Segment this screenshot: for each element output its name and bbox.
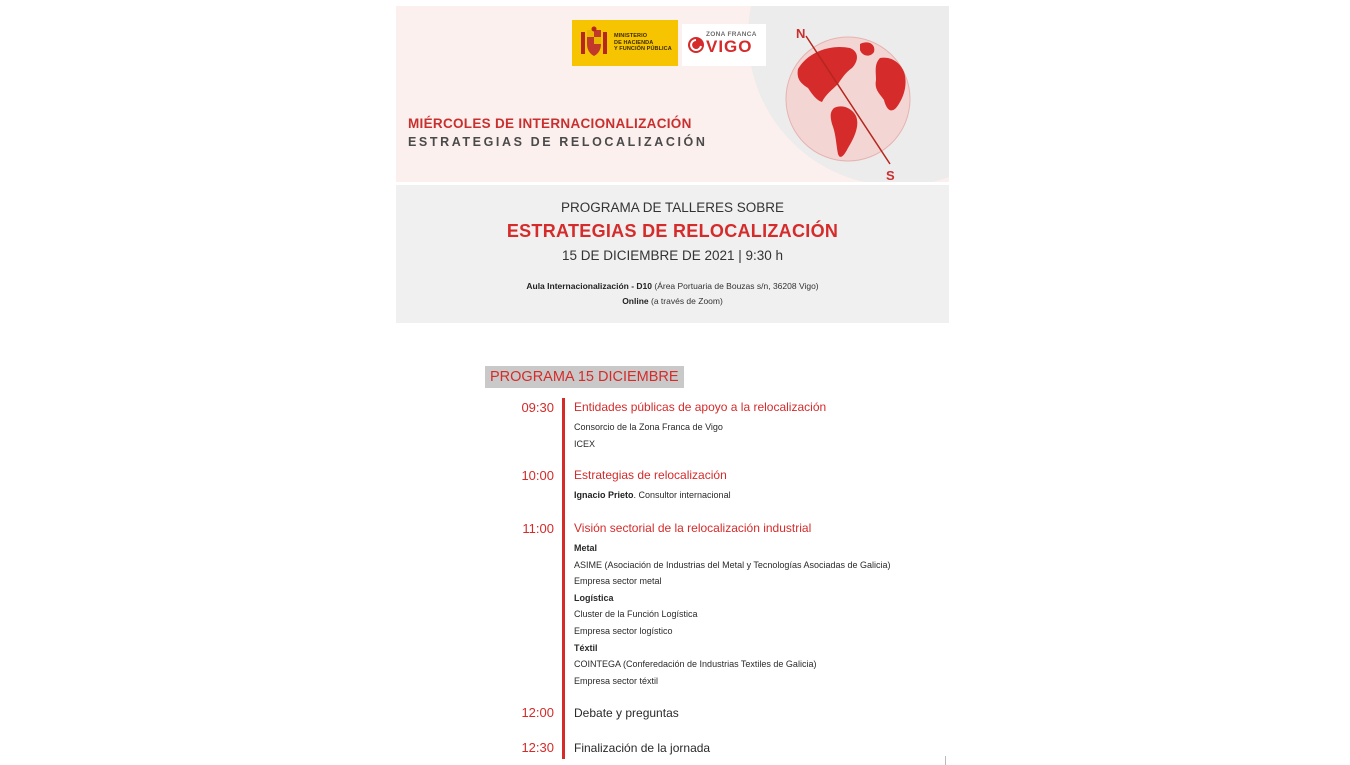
programme-item — [574, 741, 934, 760]
speaker-name: Ignacio Prieto — [574, 490, 634, 500]
online-detail: (a través de Zoom) — [648, 296, 723, 306]
timeline-bar — [562, 398, 565, 759]
info-online — [396, 296, 949, 306]
time-label: 12:30 — [521, 740, 554, 755]
info-title: ESTRATEGIAS DE RELOCALIZACIÓN — [506, 221, 839, 241]
event-subtitle: ESTRATEGIAS DE RELOCALIZACIÓN — [408, 135, 708, 149]
item-line: Empresa sector metal — [574, 576, 662, 587]
info-location — [396, 281, 949, 291]
header-banner — [396, 6, 949, 182]
sector-heading: Metal — [574, 543, 598, 553]
programme-item — [574, 468, 934, 504]
coat-of-arms-icon — [580, 26, 608, 60]
zona-franca-logo — [682, 24, 766, 66]
vigo-label: VIGO — [706, 37, 753, 56]
programme-badge: PROGRAMA 15 DICIEMBRE — [485, 366, 684, 388]
item-line: COINTEGA (Conferedación de Industrias Textiles de Galicia) — [574, 659, 817, 670]
time-label: 12:00 — [521, 705, 554, 720]
time-label: 09:30 — [521, 400, 554, 415]
item-title: Estrategias de relocalización — [574, 468, 727, 482]
sector-heading: Logística — [574, 592, 614, 603]
compass-s-label: S — [886, 168, 895, 183]
ministerio-text: MINISTERIO DE HACIENDA Y FUNCIÓN PÚBLICA — [614, 33, 672, 52]
zona-franca-mark-icon — [687, 36, 705, 54]
info-box — [396, 185, 949, 323]
item-title: Finalización de la jornada — [574, 741, 711, 755]
compass-n-label: N — [796, 26, 806, 41]
info-pre-title: PROGRAMA DE TALLERES SOBRE — [560, 200, 785, 215]
item-line: ASIME (Asociación de Industrias del Metal y Tecnologías Asociadas de Galicia) — [574, 559, 891, 570]
item-speaker — [574, 487, 934, 504]
time-label: 10:00 — [521, 468, 554, 483]
zona-franca-label: ZONA FRANCA — [706, 31, 757, 38]
programme-item — [574, 400, 934, 452]
globe-icon — [768, 14, 928, 182]
item-line: Consorcio de la Zona Franca de Vigo — [574, 422, 723, 432]
info-date: 15 DE DICIEMBRE DE 2021 | 9:30 h — [561, 248, 784, 263]
program-document — [396, 6, 949, 765]
time-label: 11:00 — [522, 521, 554, 536]
item-line: Cluster de la Función Logística — [574, 609, 698, 620]
item-title: Debate y preguntas — [574, 706, 679, 720]
item-line: Empresa sector téxtil — [574, 675, 659, 686]
online-label: Online — [622, 296, 649, 306]
programme-item — [574, 521, 934, 689]
speaker-role: . Consultor internacional — [633, 490, 731, 500]
item-title: Visión sectorial de la relocalización industrial — [574, 521, 812, 535]
ministerio-logo — [572, 20, 678, 66]
location-address: (Área Portuaria de Bouzas s/n, 36208 Vigo) — [652, 281, 819, 291]
item-title: Entidades públicas de apoyo a la relocalización — [574, 400, 827, 414]
item-line: ICEX — [574, 438, 596, 449]
programme-item — [574, 706, 934, 725]
item-line: Empresa sector logístico — [574, 625, 673, 636]
event-title: MIÉRCOLES DE INTERNACIONALIZACIÓN — [408, 116, 692, 131]
sector-heading: Téxtil — [574, 642, 598, 653]
location-name: Aula Internacionalización - D10 — [526, 281, 652, 291]
page-edge-mark — [945, 756, 946, 765]
